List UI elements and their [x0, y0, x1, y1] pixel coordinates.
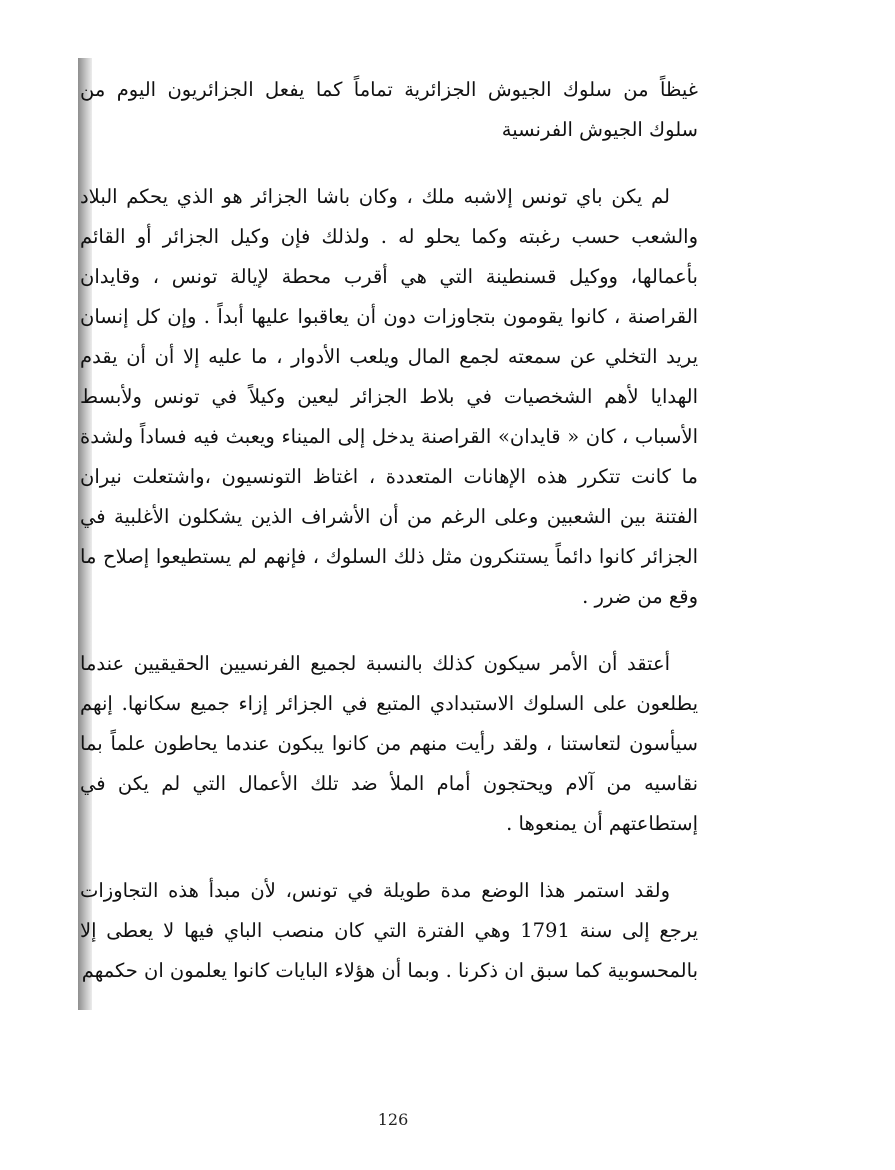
- page-body-text: [80, 70, 698, 1018]
- paragraph-3: أعتقد أن الأمر سيكون كذلك بالنسبة لجميع الفرنسيين الحقيقيين عندما يطلعون على السلوك الاستبدادي المتبع في الجزائر إزاء جميع سكانها. إنهم سيأسون لتعاستنا ، ولقد رأيت منهم من كانوا يبكون عندما يحاطون علماً بما نقاسيه من آلام ويحتجون أمام الملأ ضد تلك الأعمال التي لم يكن في إستطاعتهم أن يمنعوها .: [80, 652, 699, 835]
- page-number: 126: [377, 1110, 409, 1129]
- paragraph-2: لم يكن باي تونس إلاشبه ملك ، وكان باشا الجزائر هو الذي يحكم البلاد والشعب حسب رغبته وكما يحلو له . ولذلك فإن وكيل الجزائر أو القائم بأعمالها، ووكيل قسنطينة التي هي أقرب محطة لإيالة تونس ، وقايدان القراصنة ، كانوا يقومون بتجاوزات دون أن يعاقبوا عليها أبداً . وإن كل إنسان يريد التخلي عن سمعته لجمع المال ويلعب الأدوار ، ما عليه إلا أن أن يقدم الهدايا لأهم الشخصيات في بلاط الجزائر ليعين وكيلاً في تونس ولأبسط الأسباب ، كان « قايدان» القراصنة يدخل إلى الميناء ويعبث فيه فساداً ولشدة ما كانت تتكرر هذه الإهانات المتعددة ، اغتاظ التونسيون ،واشتعلت نيران الفتنة بين الشعبين وعلى الرغم من أن الأشراف الذين يشكلون الأغلبية في الجزائر كانوا دائماً يستنكرون مثل ذلك السلوك ، فإنهم لم يستطيعوا إصلاح ما وقع من ضرر .: [80, 185, 698, 608]
- paragraph-4: ولقد استمر هذا الوضع مدة طويلة في تونس، لأن مبدأ هذه التجاوزات يرجع إلى سنة 1791 وهي الفترة التي كان منصب الباي فيها لا يعطى إلا بالمحسوبية كما سبق ان ذكرنا . وبما أن هؤلاء البايات كانوا يعلمون ان حكمهم: [80, 879, 698, 982]
- paragraph-1: غيظاً من سلوك الجيوش الجزائرية تماماً كما يفعل الجزائريون اليوم من سلوك الجيوش الفرنسية: [80, 78, 698, 141]
